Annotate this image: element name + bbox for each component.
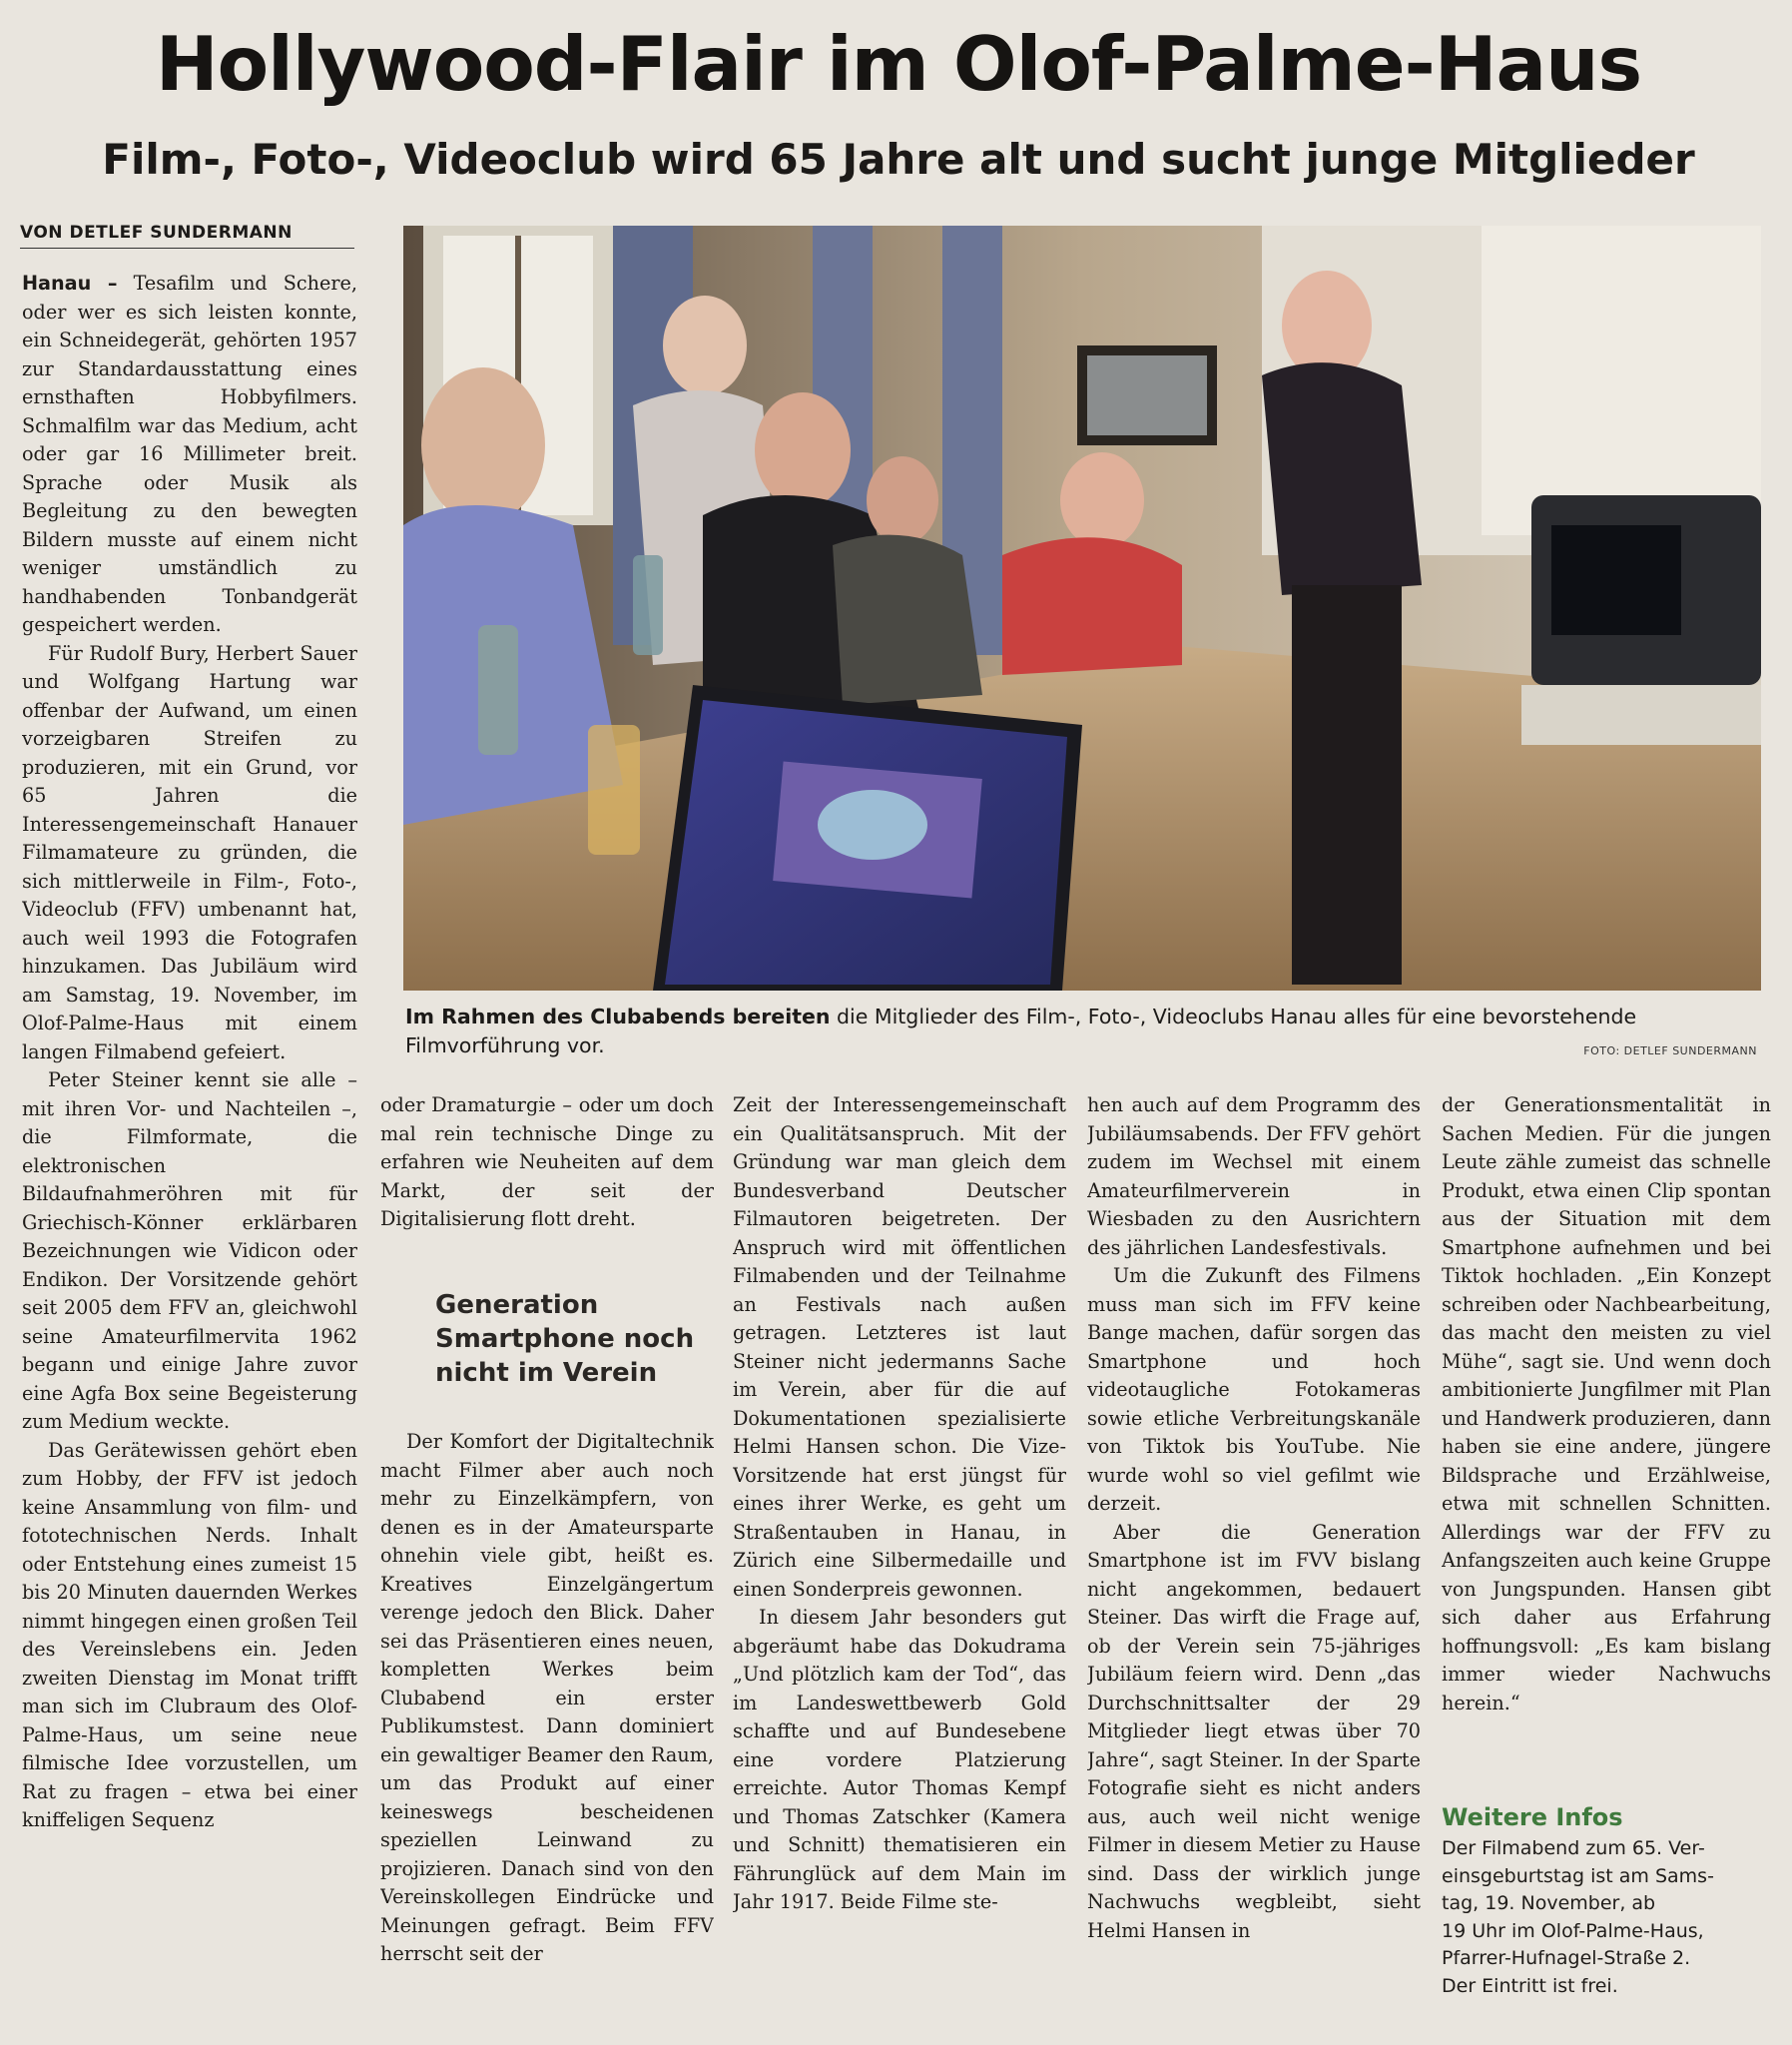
article-column-2-top [380,1091,714,1291]
info-line: Der Eintritt ist frei. [1442,1974,1618,1997]
info-line: Der Filmabend zum 65. Ver- [1442,1837,1705,1859]
info-line: tag, 19. November, ab [1442,1892,1656,1914]
paragraph: hen auch auf dem Programm des Jubiläumsabends. Der FFV gehört zudem im Wechsel mit einem Amateurfilmerverein in Wiesbaden zu den Ausrichtern des jährlichen Landesfestivals. [1087,1093,1421,1259]
paragraph: der Generationsmentalität in Sachen Medien. Für die jungen Leute zähle zumeist das schnelle Produkt, etwa einen Clip spontan aus der Situation mit dem Smartphone aufnehmen und bei Tiktok hochladen. „Ein Konzept schreiben oder Nachbearbeitung, das macht den meisten zu viel Mühe“, sagt sie. Und wenn doch ambitionierte Jungfilmer mit Plan und Handwerk produzieren, dann haben sie eine andere, jüngere Bildsprache und Erzählweise, etwa mit schnellen Schnitten. Allerdings war der FFV zu Anfangszeiten auch keine Gruppe von Jungspunden. Hansen gibt sich daher aus Erfahrung hoffnungsvoll: „Es kam bislang immer wieder Nachwuchs herein.“ [1442,1093,1771,1714]
paragraph: Aber die Generation Smartphone ist im FVV bislang nicht angekommen, bedauert Steiner. Das wirft die Frage auf, ob der Verein sein 75-jähriges Jubiläum feiern wird. Denn „das Durchschnittsalter der 29 Mitglieder liegt etwas über 70 Jahre“, sagt Steiner. In der Sparte Fotografie sieht es nicht anders aus, auch weil nicht wenige Filmer in diesem Metier zu Hause sind. Dass der wirklich junge Nachwuchs wegbleibt, sieht Helmi Hansen in [1087,1520,1421,1942]
article-column-2-bottom [380,1428,714,2027]
lead-location: Hanau – [22,272,118,295]
paragraph: Peter Steiner kennt sie alle – mit ihren Vor- und Nachteilen –, die Filmformate, die elektronischen Bildaufnahmeröhren mit für Griechisch-Könner erklärbaren Bezeichnungen wie Vidicon oder Endikon. Der Vorsitzende gehört seit 2005 dem FFV an, gleichwohl seine Amateurfilmervita 1962 begann und einige Jahre zuvor eine Agfa Box seine Begeisterung zum Medium weckte. [22,1068,357,1433]
article-column-4 [1087,1091,1421,2030]
photo-club-members-illustration [403,226,1761,991]
article-subhead: Generation Smartphone noch nicht im Verein [435,1290,695,1388]
info-line: Pfarrer-Hufnagel-Straße 2. [1442,1947,1691,1969]
info-box-title: Weitere Infos [1442,1803,1623,1831]
paragraph: Der Komfort der Digitaltechnik macht Filmer aber auch noch mehr zu Einzelkämpfern, von denen es in der Amateursparte ohnehin viele gibt, heißt es. Kreatives Einzelgängertum verenge jedoch den Blick. Daher sei das Präsentieren eines neuen, kompletten Werkes beim Clubabend ein erster Publikumstest. Dann dominiert ein gewaltiger Beamer den Raum, um das Produkt auf einer keineswegs bescheidenen speziellen Leinwand zu projizieren. Danach sind von den Vereinskollegen Eindrücke und Meinungen gefragt. Beim FFV herrscht seit der [380,1430,714,1965]
subheadline: Film-, Foto-, Videoclub wird 65 Jahre alt und sucht junge Mitglieder [102,135,1695,184]
paragraph: In diesem Jahr besonders gut abgeräumt habe das Dokudrama „Und plötzlich kam der Tod“, das im Landeswettbewerb Gold schaffte und auf Bundesebene eine vordere Platzierung erreichte. Autor Thomas Kempf und Thomas Zatschker (Kamera und Schnitt) thematisieren ein Fährunglück auf dem Main im Jahr 1917. Beide Filme ste- [733,1606,1066,1913]
headline: Hollywood-Flair im Olof-Palme-Haus [155,20,1642,108]
photo-caption: Im Rahmen des Clubabends bereiten die Mitglieder des Film-, Foto-, Videoclubs Hanau alles für eine bevorstehende Filmvorführung vor. [405,1005,1637,1057]
article-column-3 [733,1091,1066,2030]
article-photo [403,226,1761,991]
article-column-5 [1442,1091,1771,1790]
paragraph: Um die Zukunft des Filmens muss man sich im FFV keine Bange machen, dafür sorgen das Smartphone und hoch videotaugliche Fotokameras sowie etliche Verbreitungskanäle von Tiktok bis YouTube. Nie wurde wohl so viel gefilmt wie derzeit. [1087,1264,1421,1515]
info-box-text [1442,1835,1771,2000]
paragraph: Das Gerätewissen gehört eben zum Hobby, der FFV ist jedoch keine Ansammlung von film- und fototechnischen Nerds. Inhalt oder Entstehung eines zumeist 15 bis 20 Minuten dauernden Werkes nimmt hingegen einen großen Teil des Vereinslebens ein. Jeden zweiten Dienstag im Monat trifft man sich im Clubraum des Olof-Palme-Haus, um seine neue filmische Idee vorzustellen, um Rat zu fragen – etwa bei einer kniffeligen Sequenz [22,1438,357,1831]
article-column-1 [22,270,357,2027]
paragraph: oder Dramaturgie – oder um doch mal rein technische Dinge zu erfahren wie Neuheiten auf dem Markt, der seit der Digitalisierung flott dreht. [380,1093,714,1230]
info-line: 19 Uhr im Olof-Palme-Haus, [1442,1919,1704,1942]
paragraph: Für Rudolf Bury, Herbert Sauer und Wolfgang Hartung war offenbar der Aufwand, um einen vorzeigbaren Streifen zu produzieren, mit ein Grund, vor 65 Jahren die Interessengemeinschaft Hanauer Filmamateure zu gründen, die sich mittlerweile in Film-, Foto-, Videoclub (FFV) umbenannt hat, auch weil 1993 die Fotografen hinzukamen. Das Jubiläum wird am Samstag, 19. November, im Olof-Palme-Haus mit einem langen Filmabend gefeiert. [22,641,357,1063]
byline: VON DETLEF SUNDERMANN [20,220,354,249]
photo-credit: FOTO: DETLEF SUNDERMANN [1583,1044,1757,1057]
paragraph: Zeit der Interessengemeinschaft ein Qualitätsanspruch. Mit der Gründung war man gleich dem Bundesverband Deutscher Filmautoren beigetreten. Der Anspruch wird mit öffentlichen Filmabenden und der Teilnahme an Festivals nach außen getragen. Letzteres ist laut Steiner nicht jedermanns Sache im Verein, aber für die auf Dokumentationen spezialisierte Helmi Hansen schon. Die Vize-Vorsitzende hat erst jüngst für eines ihrer Werke, es geht um Straßentauben in Hanau, in Zürich eine Silbermedaille und einen Sonderpreis gewonnen. [733,1093,1066,1601]
paragraph: Hanau – Tesafilm und Schere, oder wer es sich leisten konnte, ein Schneidegerät, gehörten 1957 zur Standardausstattung eines ernsthaften Hobbyfilmers. Schmalfilm war das Medium, acht oder gar 16 Millimeter breit. Sprache oder Musik als Begleitung zu den bewegten Bildern musste auf einem nicht weniger umständlich zu handhabenden Tonbandgerät gespeichert werden. [22,272,357,636]
info-line: einsgeburtstag ist am Sams- [1442,1864,1714,1887]
